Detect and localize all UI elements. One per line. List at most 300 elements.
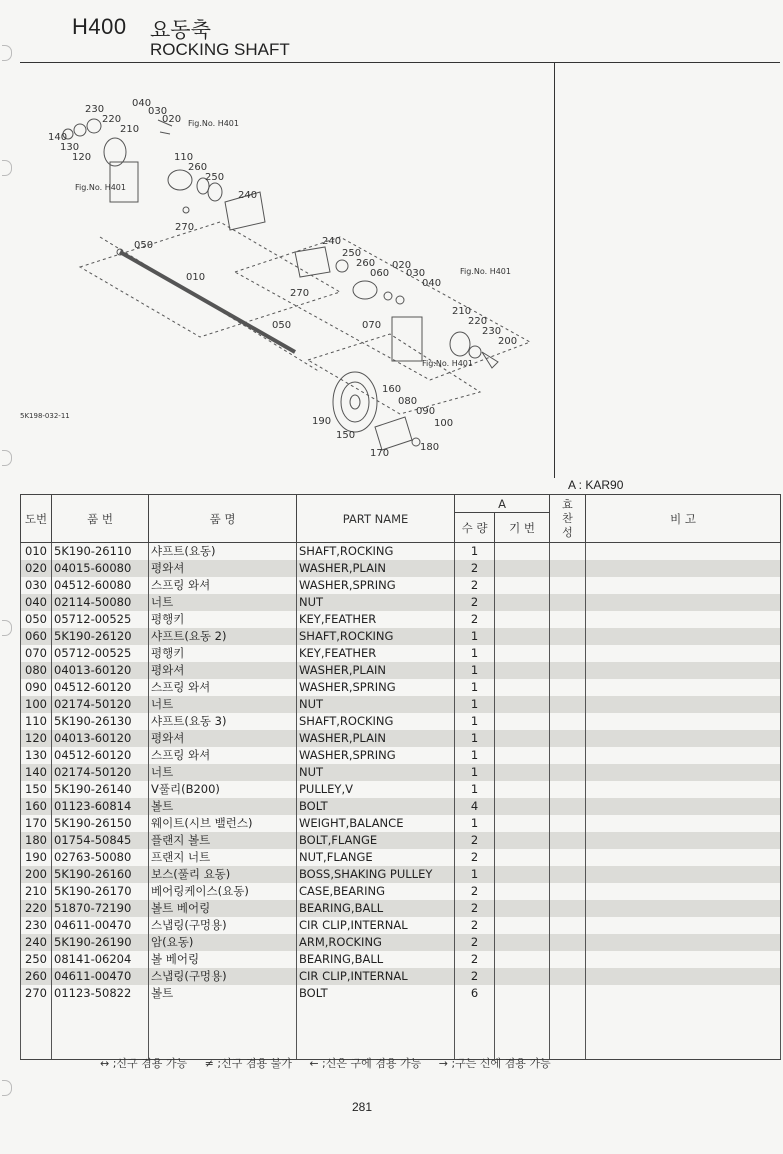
table-row <box>21 560 781 577</box>
row-part-name: WASHER,PLAIN <box>297 560 455 577</box>
row-effect <box>550 628 586 645</box>
row-part-name: WASHER,SPRING <box>297 577 455 594</box>
clip-part-2 <box>469 346 481 358</box>
row-remarks <box>586 951 781 968</box>
table-row <box>21 781 781 798</box>
table-row <box>21 696 781 713</box>
row-effect <box>550 934 586 951</box>
row-base <box>495 985 550 1002</box>
row-base <box>495 594 550 611</box>
table-row <box>21 662 781 679</box>
table-row <box>21 849 781 866</box>
row-base <box>495 611 550 628</box>
row-name-ko: 너트 <box>149 696 297 713</box>
compatibility-legend <box>100 1055 565 1071</box>
row-base <box>495 628 550 645</box>
row-part-no: 02174-50120 <box>52 764 149 781</box>
row-effect <box>550 849 586 866</box>
row-part-name: NUT <box>297 594 455 611</box>
row-qty: 1 <box>455 628 495 645</box>
row-index: 250 <box>21 951 52 968</box>
callout: 030 <box>148 106 168 117</box>
nut-part-2 <box>396 296 404 304</box>
row-index: 140 <box>21 764 52 781</box>
rocking-arm-2 <box>295 247 330 277</box>
row-qty: 1 <box>455 679 495 696</box>
row-name-ko: 볼 베어링 <box>149 951 297 968</box>
row-part-name: ARM,ROCKING <box>297 934 455 951</box>
row-part-no: 05712-00525 <box>52 611 149 628</box>
table-row <box>21 543 781 561</box>
row-base <box>495 849 550 866</box>
row-qty: 2 <box>455 577 495 594</box>
row-name-ko: 샤프트(요동) <box>149 543 297 561</box>
table-row <box>21 730 781 747</box>
callout: 230 <box>85 104 105 115</box>
table-row <box>21 594 781 611</box>
table-row <box>21 832 781 849</box>
row-part-no: 04512-60080 <box>52 577 149 594</box>
row-base <box>495 543 550 561</box>
col-effect: 효 찬 성 <box>550 495 586 543</box>
row-part-name: PULLEY,V <box>297 781 455 798</box>
row-part-no: 5K190-26170 <box>52 883 149 900</box>
row-name-ko: 평와셔 <box>149 560 297 577</box>
binder-hole <box>2 450 12 466</box>
callout: 240 <box>322 236 342 247</box>
row-name-ko: 베어링케이스(요동) <box>149 883 297 900</box>
callout: 030 <box>406 268 426 279</box>
row-part-name: BOLT,FLANGE <box>297 832 455 849</box>
balance-weight <box>375 417 412 450</box>
row-part-name: SHAFT,ROCKING <box>297 543 455 561</box>
callout: 190 <box>312 416 332 427</box>
row-part-name: WEIGHT,BALANCE <box>297 815 455 832</box>
row-remarks <box>586 883 781 900</box>
boundary-box <box>80 222 340 337</box>
row-effect <box>550 560 586 577</box>
binder-hole <box>2 160 12 176</box>
row-part-no: 04013-60120 <box>52 730 149 747</box>
row-name-ko: 스냅링(구멍용) <box>149 917 297 934</box>
v-pulley-hub <box>350 395 360 409</box>
row-part-no: 5K190-26160 <box>52 866 149 883</box>
callout: 020 <box>162 114 182 125</box>
row-index: 080 <box>21 662 52 679</box>
row-part-name: KEY,FEATHER <box>297 611 455 628</box>
row-index: 200 <box>21 866 52 883</box>
table-row <box>21 764 781 781</box>
row-remarks <box>586 713 781 730</box>
callout-labels <box>20 98 517 459</box>
table-row <box>21 798 781 815</box>
row-effect <box>550 645 586 662</box>
row-part-no: 51870-72190 <box>52 900 149 917</box>
row-part-no: 01123-60814 <box>52 798 149 815</box>
row-part-name: BEARING,BALL <box>297 951 455 968</box>
row-name-ko: 플랜지 볼트 <box>149 832 297 849</box>
table-filler-row <box>21 1002 781 1060</box>
row-effect <box>550 866 586 883</box>
row-part-name: WASHER,SPRING <box>297 679 455 696</box>
row-name-ko: 스프링 와셔 <box>149 577 297 594</box>
row-remarks <box>586 849 781 866</box>
row-name-ko: 스프링 와셔 <box>149 747 297 764</box>
callout: 260 <box>188 162 208 173</box>
row-name-ko: 너트 <box>149 594 297 611</box>
row-index: 170 <box>21 815 52 832</box>
row-remarks <box>586 628 781 645</box>
row-base <box>495 866 550 883</box>
row-remarks <box>586 696 781 713</box>
bracket-part-2 <box>392 317 422 361</box>
row-remarks <box>586 764 781 781</box>
row-effect <box>550 815 586 832</box>
row-qty: 2 <box>455 968 495 985</box>
row-remarks <box>586 730 781 747</box>
fig-ref: Fig.No. H401 <box>422 359 473 368</box>
row-effect <box>550 543 586 561</box>
figure-code: 5K198-032-11 <box>20 412 70 420</box>
bearing-part <box>208 183 222 201</box>
table-row <box>21 968 781 985</box>
row-qty: 2 <box>455 951 495 968</box>
col-part-name: PART NAME <box>297 495 455 543</box>
row-base <box>495 713 550 730</box>
row-qty: 4 <box>455 798 495 815</box>
row-effect <box>550 594 586 611</box>
row-part-no: 5K190-26190 <box>52 934 149 951</box>
table-row <box>21 577 781 594</box>
row-part-name: CASE,BEARING <box>297 883 455 900</box>
row-qty: 6 <box>455 985 495 1002</box>
row-index: 150 <box>21 781 52 798</box>
row-part-no: 01123-50822 <box>52 985 149 1002</box>
row-qty: 2 <box>455 611 495 628</box>
col-part-no: 품 번 <box>52 495 149 543</box>
row-part-name: CIR CLIP,INTERNAL <box>297 968 455 985</box>
row-effect <box>550 968 586 985</box>
row-index: 020 <box>21 560 52 577</box>
table-row <box>21 883 781 900</box>
row-name-ko: 평행키 <box>149 645 297 662</box>
row-remarks <box>586 560 781 577</box>
row-part-no: 5K190-26140 <box>52 781 149 798</box>
binder-hole <box>2 620 12 636</box>
row-part-no: 5K190-26150 <box>52 815 149 832</box>
row-base <box>495 645 550 662</box>
row-index: 100 <box>21 696 52 713</box>
row-name-ko: 평와셔 <box>149 730 297 747</box>
table-row <box>21 866 781 883</box>
table-row <box>21 747 781 764</box>
clip-part <box>87 119 101 133</box>
row-effect <box>550 832 586 849</box>
row-part-name: BEARING,BALL <box>297 900 455 917</box>
legend-item: ← ;신은 구에 겸용 가능 <box>309 1057 422 1070</box>
row-qty: 2 <box>455 883 495 900</box>
row-effect <box>550 730 586 747</box>
row-effect <box>550 883 586 900</box>
exploded-diagram <box>20 62 554 480</box>
row-name-ko: 평행키 <box>149 611 297 628</box>
row-effect <box>550 900 586 917</box>
row-qty: 1 <box>455 713 495 730</box>
row-index: 240 <box>21 934 52 951</box>
row-name-ko: 스프링 와셔 <box>149 679 297 696</box>
callout: 020 <box>392 260 412 271</box>
row-part-no: 04015-60080 <box>52 560 149 577</box>
row-part-no: 04512-60120 <box>52 747 149 764</box>
callout: 110 <box>174 152 194 163</box>
callout: 230 <box>482 326 502 337</box>
row-qty: 2 <box>455 934 495 951</box>
row-effect <box>550 611 586 628</box>
row-name-ko: 샤프트(요동 3) <box>149 713 297 730</box>
row-qty: 1 <box>455 696 495 713</box>
row-base <box>495 764 550 781</box>
row-name-ko: 스냅링(구멍용) <box>149 968 297 985</box>
legend-item: ≠ ;신구 겸용 불가 <box>204 1057 292 1070</box>
row-index: 060 <box>21 628 52 645</box>
row-effect <box>550 662 586 679</box>
row-effect <box>550 713 586 730</box>
callout: 040 <box>132 98 152 109</box>
row-effect <box>550 696 586 713</box>
v-pulley-inner <box>341 382 369 422</box>
row-index: 210 <box>21 883 52 900</box>
row-index: 260 <box>21 968 52 985</box>
callout: 210 <box>452 306 472 317</box>
row-base <box>495 832 550 849</box>
legend-item: ↔ ;신구 겸용 가능 <box>100 1057 188 1070</box>
callout: 100 <box>434 418 454 429</box>
table-row <box>21 985 781 1002</box>
fig-ref: Fig.No. H401 <box>75 183 126 192</box>
callout: 220 <box>102 114 122 125</box>
row-qty: 1 <box>455 645 495 662</box>
callout: 050 <box>272 320 292 331</box>
binder-hole <box>2 45 12 61</box>
row-remarks <box>586 594 781 611</box>
row-part-name: SHAFT,ROCKING <box>297 628 455 645</box>
row-name-ko: 암(요동) <box>149 934 297 951</box>
row-index: 130 <box>21 747 52 764</box>
bracket-part <box>110 162 138 202</box>
callout: 200 <box>498 336 518 347</box>
bearing-part-2 <box>336 260 348 272</box>
row-qty: 2 <box>455 849 495 866</box>
table-row <box>21 713 781 730</box>
row-remarks <box>586 747 781 764</box>
row-part-no: 5K190-26120 <box>52 628 149 645</box>
callout: 210 <box>120 124 140 135</box>
callout: 170 <box>370 448 390 459</box>
row-index: 180 <box>21 832 52 849</box>
row-part-no: 5K190-26110 <box>52 543 149 561</box>
col-qty: 수 량 <box>455 513 495 543</box>
row-part-no: 02763-50080 <box>52 849 149 866</box>
table-row <box>21 917 781 934</box>
row-remarks <box>586 985 781 1002</box>
row-name-ko: 평와셔 <box>149 662 297 679</box>
row-part-no: 04611-00470 <box>52 968 149 985</box>
bearing-case-2 <box>450 332 470 356</box>
row-base <box>495 951 550 968</box>
title-english: ROCKING SHAFT <box>150 40 290 59</box>
row-part-name: NUT <box>297 764 455 781</box>
row-effect <box>550 781 586 798</box>
binder-hole <box>2 1080 12 1096</box>
callout: 260 <box>356 258 376 269</box>
row-part-name: KEY,FEATHER <box>297 645 455 662</box>
row-base <box>495 798 550 815</box>
row-base <box>495 968 550 985</box>
row-part-name: BOLT <box>297 798 455 815</box>
callout: 250 <box>205 172 225 183</box>
row-part-no: 01754-50845 <box>52 832 149 849</box>
row-name-ko: 샤프트(요동 2) <box>149 628 297 645</box>
row-qty: 2 <box>455 832 495 849</box>
col-base: 기 번 <box>495 513 550 543</box>
row-name-ko: 볼트 베어링 <box>149 900 297 917</box>
variant-label: A : KAR90 <box>568 478 624 492</box>
row-remarks <box>586 832 781 849</box>
row-remarks <box>586 968 781 985</box>
shaft-2-part <box>353 281 377 299</box>
callout: 080 <box>398 396 418 407</box>
page-number: 281 <box>352 1100 373 1114</box>
title-korean: 요동축 <box>150 18 211 42</box>
row-remarks <box>586 815 781 832</box>
callout: 180 <box>420 442 440 453</box>
row-remarks <box>586 645 781 662</box>
row-base <box>495 679 550 696</box>
callout: 010 <box>186 272 206 283</box>
callout: 270 <box>175 222 195 233</box>
row-name-ko: 프랜지 너트 <box>149 849 297 866</box>
callout: 140 <box>48 132 68 143</box>
fig-ref: Fig.No. H401 <box>188 119 239 128</box>
washer-part-2 <box>384 292 392 300</box>
callout: 050 <box>134 240 154 251</box>
row-remarks <box>586 900 781 917</box>
row-effect <box>550 985 586 1002</box>
table-row <box>21 611 781 628</box>
row-qty: 2 <box>455 917 495 934</box>
row-remarks <box>586 934 781 951</box>
table-row <box>21 900 781 917</box>
row-base <box>495 900 550 917</box>
table-row <box>21 645 781 662</box>
legend-item: → ;구는 신에 겸용 가능 <box>438 1057 551 1070</box>
row-part-no: 04512-60120 <box>52 679 149 696</box>
row-name-ko: 볼트 <box>149 985 297 1002</box>
row-part-name: WASHER,SPRING <box>297 747 455 764</box>
row-qty: 2 <box>455 900 495 917</box>
row-index: 070 <box>21 645 52 662</box>
col-name-ko: 품 명 <box>149 495 297 543</box>
main-shaft <box>120 252 295 352</box>
row-qty: 1 <box>455 764 495 781</box>
row-part-name: WASHER,PLAIN <box>297 730 455 747</box>
row-index: 190 <box>21 849 52 866</box>
row-part-name: WASHER,PLAIN <box>297 662 455 679</box>
row-index: 040 <box>21 594 52 611</box>
bolt-part <box>183 207 189 213</box>
callout: 040 <box>422 278 442 289</box>
row-name-ko: 너트 <box>149 764 297 781</box>
table-row <box>21 951 781 968</box>
row-effect <box>550 764 586 781</box>
row-remarks <box>586 798 781 815</box>
boss-part <box>482 352 498 368</box>
row-base <box>495 934 550 951</box>
col-group-a: A <box>455 495 550 513</box>
callout: 150 <box>336 430 356 441</box>
row-remarks <box>586 577 781 594</box>
callout: 160 <box>382 384 402 395</box>
row-index: 230 <box>21 917 52 934</box>
callout: 240 <box>238 190 258 201</box>
row-name-ko: 볼트 <box>149 798 297 815</box>
row-remarks <box>586 611 781 628</box>
row-name-ko: 보스(풀리 요동) <box>149 866 297 883</box>
callout: 120 <box>72 152 92 163</box>
row-qty: 1 <box>455 662 495 679</box>
row-remarks <box>586 866 781 883</box>
section-code: H400 <box>72 14 127 39</box>
row-remarks <box>586 679 781 696</box>
row-index: 090 <box>21 679 52 696</box>
callout: 060 <box>370 268 390 279</box>
exploded-view-svg <box>20 62 554 480</box>
row-part-name: NUT,FLANGE <box>297 849 455 866</box>
row-part-name: BOSS,SHAKING PULLEY <box>297 866 455 883</box>
row-base <box>495 577 550 594</box>
table-row <box>21 815 781 832</box>
row-part-name: CIR CLIP,INTERNAL <box>297 917 455 934</box>
row-part-no: 5K190-26130 <box>52 713 149 730</box>
row-part-name: BOLT <box>297 985 455 1002</box>
row-qty: 1 <box>455 781 495 798</box>
callout: 130 <box>60 142 80 153</box>
row-effect <box>550 679 586 696</box>
callout: 090 <box>416 406 436 417</box>
row-effect <box>550 951 586 968</box>
row-part-name: SHAFT,ROCKING <box>297 713 455 730</box>
row-base <box>495 662 550 679</box>
table-row <box>21 628 781 645</box>
row-index: 050 <box>21 611 52 628</box>
parts-table <box>20 494 781 1060</box>
washer-part <box>74 124 86 136</box>
row-index: 160 <box>21 798 52 815</box>
row-qty: 1 <box>455 866 495 883</box>
row-index: 220 <box>21 900 52 917</box>
row-qty: 1 <box>455 730 495 747</box>
row-base <box>495 730 550 747</box>
row-base <box>495 781 550 798</box>
row-part-no: 02114-50080 <box>52 594 149 611</box>
row-base <box>495 696 550 713</box>
table-row <box>21 934 781 951</box>
row-qty: 1 <box>455 747 495 764</box>
row-base <box>495 917 550 934</box>
row-index: 030 <box>21 577 52 594</box>
row-name-ko: 웨이트(시브 밸런스) <box>149 815 297 832</box>
row-part-name: NUT <box>297 696 455 713</box>
